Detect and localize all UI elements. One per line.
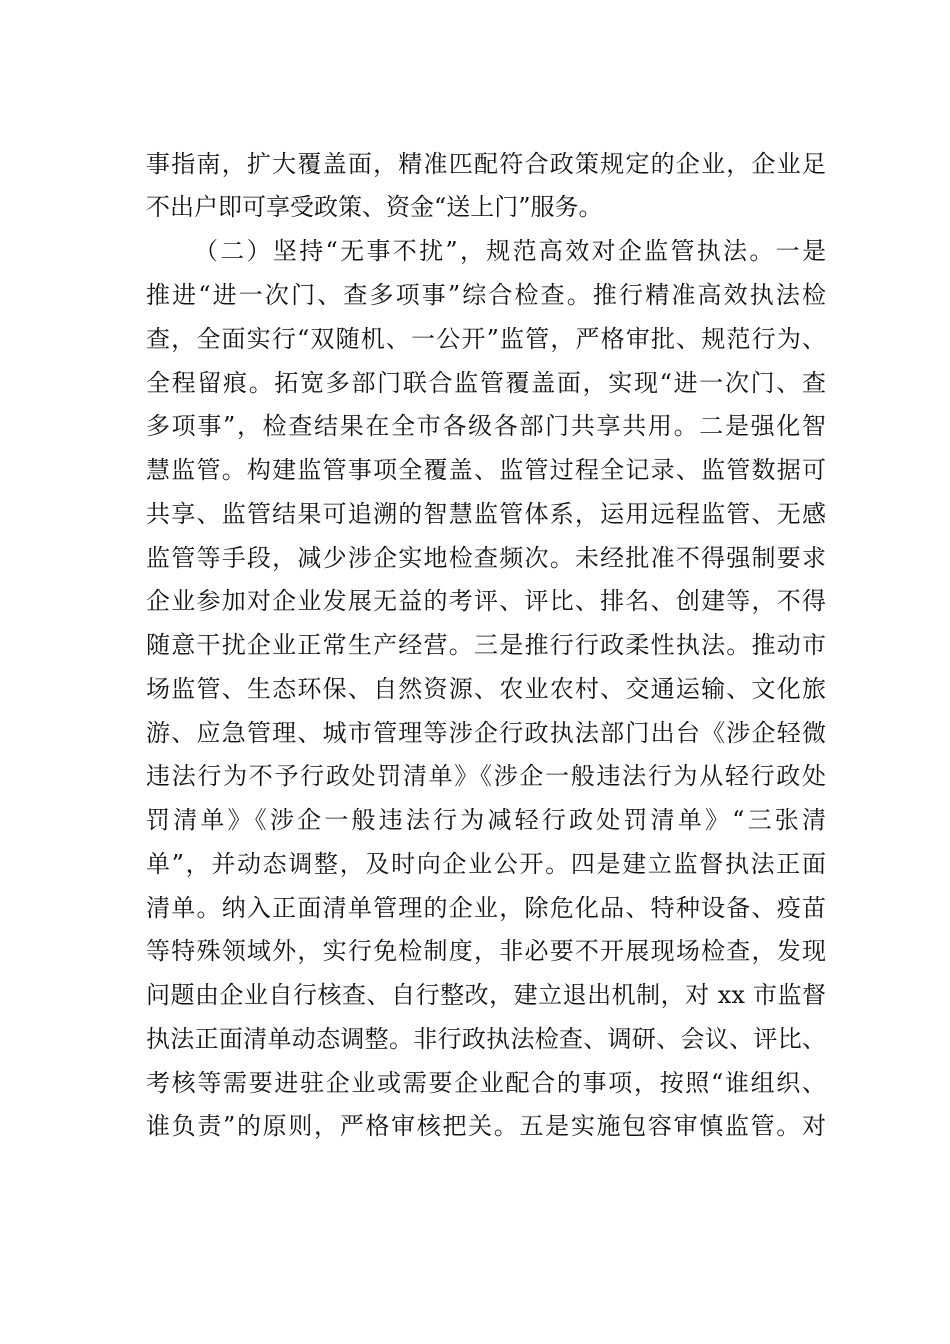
text-line-15: 违法行为不予行政处罚清单》《涉企一般违法行为从轻行政处 (146, 762, 826, 790)
text-line-1: 事指南，扩大覆盖面，精准匹配符合政策规定的企业，企业足 (146, 150, 826, 178)
text-line-17: 单”，并动态调整，及时向企业公开。四是建立监督执法正面 (146, 850, 826, 878)
text-line-10: 监管等手段，减少涉企实地检查频次。未经批准不得强制要求 (146, 544, 826, 572)
text-line-16: 罚清单》《涉企一般违法行为减轻行政处罚清单》“三张清 (146, 806, 826, 834)
text-line-23: 谁负责”的原则，严格审核把关。五是实施包容审慎监管。对 (146, 1112, 826, 1140)
text-line-13: 场监管、生态环保、自然资源、农业农村、交通运输、文化旅 (146, 675, 826, 703)
text-line-20: 问题由企业自行核查、自行整改，建立退出机制，对 xx 市监督 (146, 981, 826, 1009)
text-line-18: 清单。纳入正面清单管理的企业，除危化品、特种设备、疫苗 (146, 894, 826, 922)
text-line-22: 考核等需要进驻企业或需要企业配合的事项，按照“谁组织、 (146, 1069, 826, 1097)
text-line-7: 多项事”，检查结果在全市各级各部门共享共用。二是强化智 (146, 412, 826, 440)
text-line-14: 游、应急管理、城市管理等涉企行政执法部门出台《涉企轻微 (146, 719, 826, 747)
text-line-8: 慧监管。构建监管事项全覆盖、监管过程全记录、监管数据可 (146, 456, 826, 484)
text-line-11: 企业参加对企业发展无益的考评、评比、排名、创建等，不得 (146, 587, 826, 615)
text-line-12: 随意干扰企业正常生产经营。三是推行行政柔性执法。推动市 (146, 631, 826, 659)
text-line-21: 执法正面清单动态调整。非行政执法检查、调研、会议、评比、 (146, 1025, 826, 1053)
section-heading-line: （二）坚持“无事不扰”，规范高效对企监管执法。一是 (194, 237, 826, 265)
text-line-9: 共享、监管结果可追溯的智慧监管体系，运用远程监管、无感 (146, 500, 826, 528)
text-line-4: 推进“进一次门、查多项事”综合检查。推行精准高效执法检 (146, 281, 826, 309)
text-line-2: 不出户即可享受政策、资金“送上门”服务。 (146, 193, 603, 221)
text-line-6: 全程留痕。拓宽多部门联合监管覆盖面，实现“进一次门、查 (146, 369, 826, 397)
text-line-19: 等特殊领域外，实行免检制度，非必要不开展现场检查，发现 (146, 937, 826, 965)
text-line-5: 查，全面实行“双随机、一公开”监管，严格审批、规范行为、 (146, 325, 826, 353)
